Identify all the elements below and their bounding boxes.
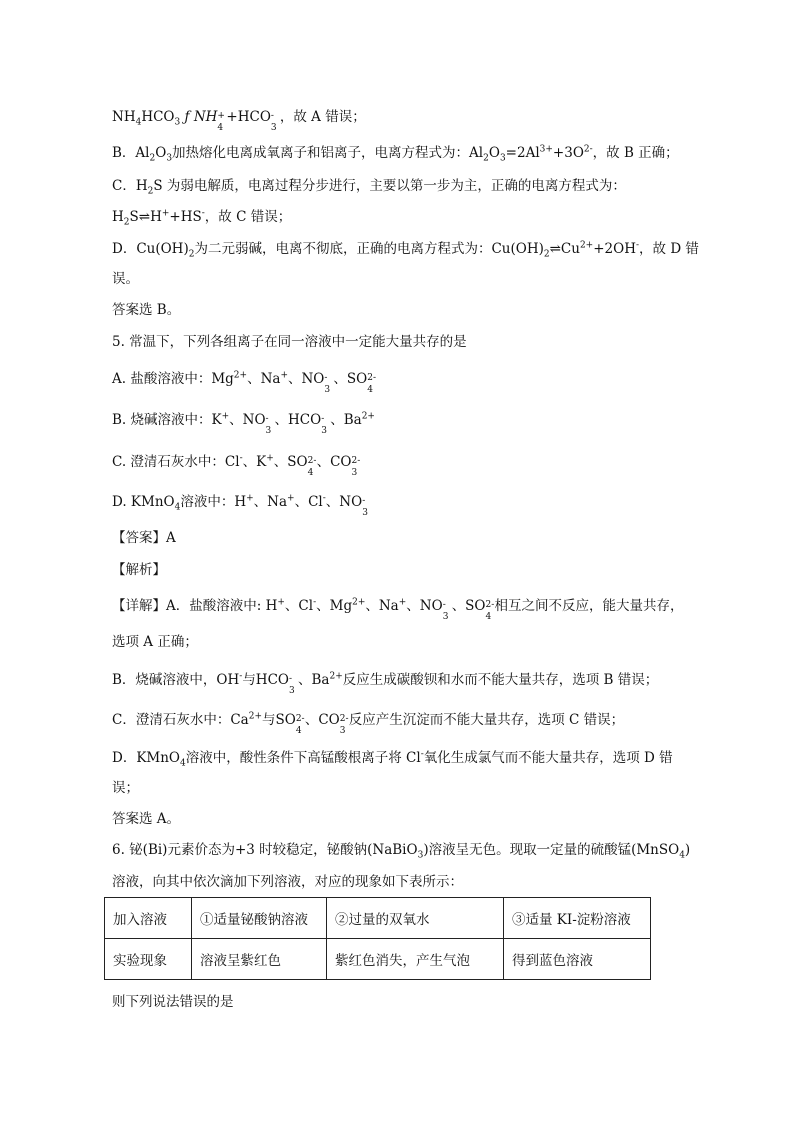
- text: C．H: [112, 178, 148, 194]
- sub: 2: [147, 186, 154, 197]
- ion-charge: 2- 4: [307, 455, 317, 478]
- explanation-c-eq: [112, 207, 291, 227]
- table-cell: ②过量的双氧水: [327, 898, 504, 939]
- sup: +: [161, 208, 170, 219]
- sup: 2+: [352, 597, 366, 608]
- sub: 4: [135, 117, 142, 128]
- ion-charge: + 4: [217, 110, 225, 133]
- sub: 2: [483, 153, 489, 164]
- text: ，故 D 错: [639, 241, 699, 257]
- ion-charge: 2- 4: [295, 713, 305, 736]
- text: ƒ NH: [180, 109, 218, 125]
- detail-c: [112, 710, 625, 736]
- text: 、Ba: [297, 672, 330, 688]
- text: 6. 铋(Bi)元素价态为+3 时较稳定，铋酸钠(NaBiO: [112, 842, 418, 858]
- sup: +: [280, 370, 288, 381]
- text: +3O: [552, 145, 584, 161]
- text: 、Na: [247, 371, 281, 387]
- sup: -: [420, 749, 424, 760]
- sup: 2+: [579, 240, 594, 251]
- option-a: [112, 369, 376, 395]
- ion-charge: 2- 3: [351, 455, 361, 478]
- text: B．Al: [112, 145, 150, 161]
- text: S⇌H: [129, 209, 162, 225]
- text: D．KMnO: [112, 750, 180, 766]
- text: C．澄清石灰水中：Ca: [112, 712, 249, 728]
- text: 、SO: [273, 454, 308, 470]
- text: 、Na: [253, 494, 288, 510]
- sub: 2: [123, 217, 130, 228]
- table-cell: 溶液呈紫红色: [192, 939, 327, 980]
- sup: -: [239, 453, 243, 464]
- text: B．烧碱溶液中，OH: [112, 672, 240, 688]
- table-cell: 紫红色消失，产生气泡: [327, 939, 504, 980]
- analysis-heading: 【解析】: [112, 562, 166, 578]
- experiment-table: [104, 897, 651, 980]
- sup: -: [313, 597, 317, 608]
- text: +HS: [169, 209, 202, 225]
- text: 、Cl: [294, 494, 323, 510]
- text: ，故 B 正确；: [592, 145, 679, 161]
- text: 氧化生成氯气而不能大量共存，选项 D 错: [423, 750, 673, 766]
- text: NH: [112, 109, 136, 125]
- sub: 3: [174, 117, 181, 128]
- text: 、NO: [288, 371, 325, 387]
- text: =2Al: [505, 145, 540, 161]
- text: ): [684, 842, 691, 858]
- explanation-d: [112, 239, 699, 259]
- sub: 3: [499, 153, 506, 164]
- ion-charge: - 3: [321, 413, 327, 436]
- table-cell: 实验现象: [105, 939, 192, 980]
- option-d: [112, 492, 371, 518]
- text: ，故 A 错误；: [279, 109, 366, 125]
- answer-line: 答案选 B。: [112, 302, 181, 318]
- ion-charge: - 3: [288, 673, 295, 696]
- text: O: [155, 145, 167, 161]
- text: 、Na: [365, 598, 399, 614]
- sup: 2+: [361, 411, 375, 422]
- ion-charge: - 3: [442, 599, 449, 622]
- sup: +: [221, 411, 230, 422]
- detail-d-cont: 误；: [112, 780, 139, 796]
- text: 、NO: [325, 494, 363, 510]
- text: )溶液呈无色。现取一定量的硫酸锰(MnSO: [423, 842, 680, 858]
- detail-d: [112, 748, 673, 768]
- sup: -: [635, 240, 640, 251]
- text: B. 烧碱溶液中：K: [112, 412, 222, 428]
- sub: 3: [166, 153, 173, 164]
- text: 加热熔化电离成氧离子和铝离子，电离方程式为：Al: [172, 145, 484, 161]
- sup: +: [277, 597, 285, 608]
- question-6-cont: 溶液，向其中依次滴加下列溶液，对应的现象如下表所示：: [112, 874, 463, 890]
- text: A. 盐酸溶液中：Mg: [112, 371, 234, 387]
- detail-b: [112, 670, 659, 696]
- text: 、Mg: [316, 598, 353, 614]
- text: D. KMnO: [112, 494, 175, 510]
- ion-charge: - 3: [265, 413, 272, 436]
- text: 反应生成碳酸钡和水而不能大量共存，选项 B 错误；: [342, 672, 659, 688]
- text: 与SO: [262, 712, 296, 728]
- detail-a: [112, 596, 684, 622]
- sup: +: [246, 493, 254, 504]
- sub: 4: [679, 850, 685, 861]
- sup: 2-: [583, 144, 593, 155]
- question-6-prompt: 则下列说法错误的是: [112, 994, 234, 1010]
- text: ⇌Cu: [549, 241, 580, 257]
- text: 为二元弱碱，电离不彻底，正确的电离方程式为：Cu(OH): [194, 241, 544, 257]
- detail-a-cont: 选项 A 正确；: [112, 634, 198, 650]
- sup: +: [287, 493, 295, 504]
- sup: 2+: [233, 370, 248, 381]
- text: 与HCO: [242, 672, 289, 688]
- answer-heading: 【答案】A: [112, 530, 176, 546]
- explanation-c: [112, 176, 626, 196]
- text: +HCO: [226, 109, 271, 125]
- table-cell: ③适量 KI-淀粉溶液: [504, 898, 651, 939]
- sup: 2+: [248, 711, 262, 722]
- text: 、NO: [406, 598, 443, 614]
- option-b: [112, 410, 375, 436]
- text: D．Cu(OH): [112, 241, 189, 257]
- answer-a: 答案选 A。: [112, 811, 181, 827]
- table-cell: 加入溶液: [105, 898, 192, 939]
- text: 溶液中，酸性条件下高锰酸根离子将 Cl: [185, 750, 421, 766]
- explanation-b: [112, 143, 679, 163]
- text: +2OH: [593, 241, 636, 257]
- sup: -: [239, 671, 243, 682]
- table-cell: 得到蓝色溶液: [504, 939, 651, 980]
- text: 、SO: [333, 371, 368, 387]
- sub: 4: [174, 502, 181, 513]
- sub: 2: [188, 249, 195, 260]
- sup: -: [201, 208, 205, 219]
- text: 、HCO: [274, 412, 322, 428]
- text: 、Cl: [284, 598, 314, 614]
- text: 溶液中：H: [180, 494, 247, 510]
- table-row: [105, 939, 651, 980]
- sup: 3+: [539, 144, 553, 155]
- table-cell: ①适量铋酸钠溶液: [192, 898, 327, 939]
- sub: 2: [149, 153, 156, 164]
- text: 、SO: [451, 598, 486, 614]
- ion-charge: 2- 4: [367, 372, 376, 395]
- text: 、CO: [304, 712, 340, 728]
- text: HCO: [141, 109, 175, 125]
- text: S 为弱电解质，电离过程分步进行，主要以第一步为主，正确的电离方程式为：: [153, 178, 626, 194]
- text: C. 澄清石灰水中：Cl: [112, 454, 240, 470]
- sup: 2+: [329, 671, 343, 682]
- sub: 4: [180, 758, 186, 769]
- text: ，故 C 错误；: [204, 209, 292, 225]
- text: O: [488, 145, 500, 161]
- question-6: [112, 840, 690, 860]
- text: 、NO: [229, 412, 266, 428]
- text: 反应产生沉淀而不能大量共存，选项 C 错误；: [348, 712, 625, 728]
- sub: 2: [543, 249, 550, 260]
- sup: +: [266, 453, 274, 464]
- question-5: 5. 常温下，下列各组离子在同一溶液中一定能大量共存的是: [112, 334, 467, 350]
- equation-line-1: [112, 107, 366, 133]
- ion-charge: - 3: [362, 495, 368, 518]
- ion-charge: 2- 3: [339, 713, 349, 736]
- text: 、CO: [316, 454, 352, 470]
- option-c: [112, 452, 361, 478]
- text: 相互之间不反应，能大量共存，: [494, 598, 684, 614]
- ion-charge: 2- 4: [485, 599, 495, 622]
- table-row: [105, 898, 651, 939]
- ion-charge: - 3: [270, 110, 277, 133]
- text: 、Ba: [330, 412, 362, 428]
- sup: -: [322, 493, 326, 504]
- ion-charge: - 3: [324, 372, 331, 395]
- text: 、K: [242, 454, 267, 470]
- text: H: [112, 209, 124, 225]
- text: 【详解】A．盐酸溶液中: H: [112, 598, 278, 614]
- text-line: 误。: [112, 271, 139, 287]
- sup: +: [398, 597, 407, 608]
- sub: 3: [417, 850, 424, 861]
